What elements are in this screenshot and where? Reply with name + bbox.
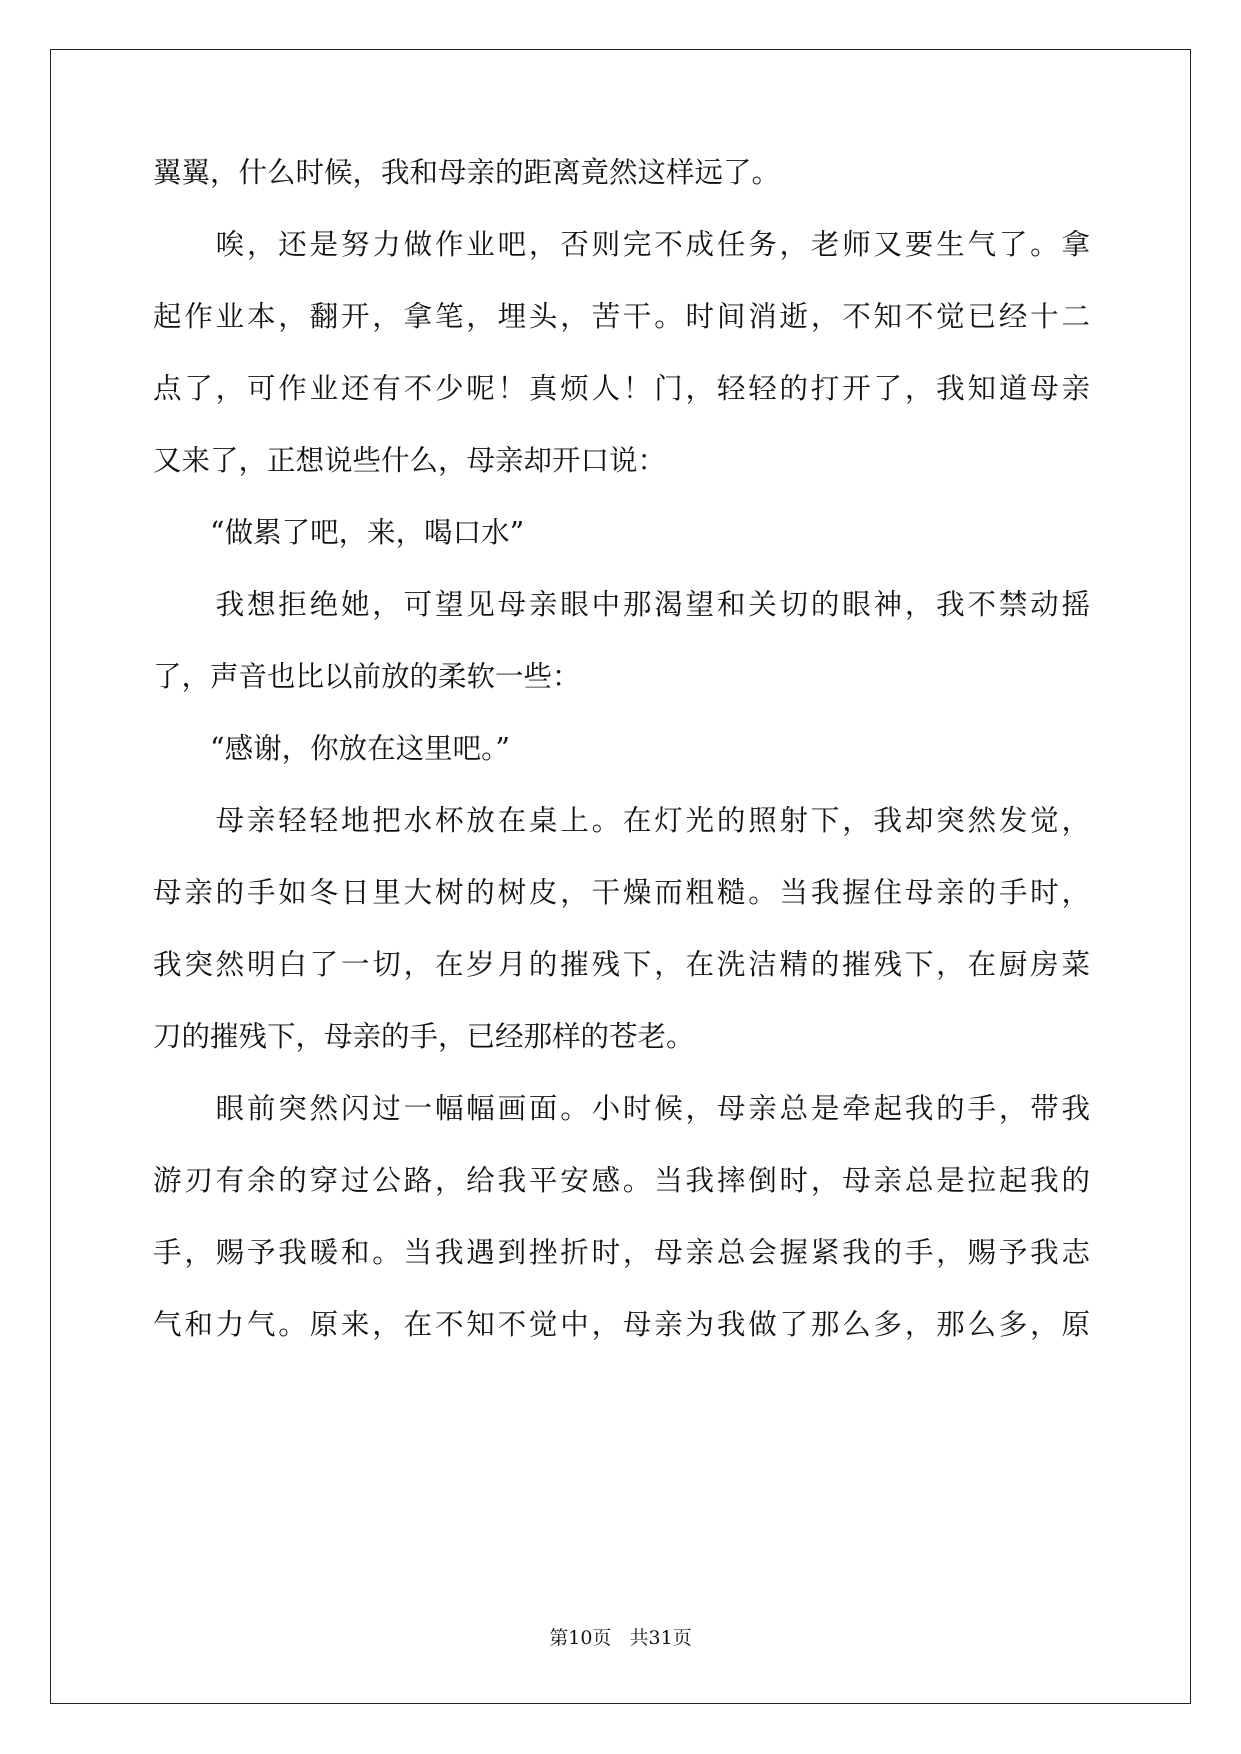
text-line-8: 了，声音也比以前放的柔软一些： <box>153 660 581 693</box>
text-line-10: 母亲轻轻地把水杯放在桌上。在灯光的照射下，我却突然发觉， <box>153 804 1090 837</box>
text-line-6: “做累了吧，来，喝口水” <box>153 516 525 549</box>
text-line-13: 刀的摧残下，母亲的手，已经那样的苍老。 <box>153 1020 695 1053</box>
text-line-9: “感谢，你放在这里吧。” <box>153 732 510 765</box>
text-line-5: 又来了，正想说些什么，母亲却开口说： <box>153 444 667 477</box>
text-line-11: 母亲的手如冬日里大树的树皮，干燥而粗糙。当我握住母亲的手时， <box>153 876 1090 909</box>
text-line-16: 手，赐予我暖和。当我遇到挫折时，母亲总会握紧我的手，赐予我志 <box>153 1236 1090 1269</box>
text-line-15: 游刃有余的穿过公路，给我平安感。当我摔倒时，母亲总是拉起我的 <box>153 1164 1090 1197</box>
text-line-14: 眼前突然闪过一幅幅画面。小时候，母亲总是牵起我的手，带我 <box>153 1092 1090 1125</box>
text-line-2: 唉，还是努力做作业吧，否则完不成任务，老师又要生气了。拿 <box>153 228 1090 261</box>
text-line-12: 我突然明白了一切，在岁月的摧残下，在洗洁精的摧残下，在厨房菜 <box>153 948 1090 981</box>
text-line-3: 起作业本，翻开，拿笔，埋头，苦干。时间消逝，不知不觉已经十二 <box>153 300 1090 333</box>
page-number-footer: 第10页 共31页 <box>549 1627 692 1649</box>
text-line-4: 点了，可作业还有不少呢！真烦人！门，轻轻的打开了，我知道母亲 <box>153 372 1090 405</box>
text-line-1: 翼翼，什么时候，我和母亲的距离竟然这样远了。 <box>153 156 781 189</box>
text-line-17: 气和力气。原来，在不知不觉中，母亲为我做了那么多，那么多，原 <box>153 1308 1090 1341</box>
text-line-7: 我想拒绝她，可望见母亲眼中那渴望和关切的眼神，我不禁动摇 <box>153 588 1090 621</box>
